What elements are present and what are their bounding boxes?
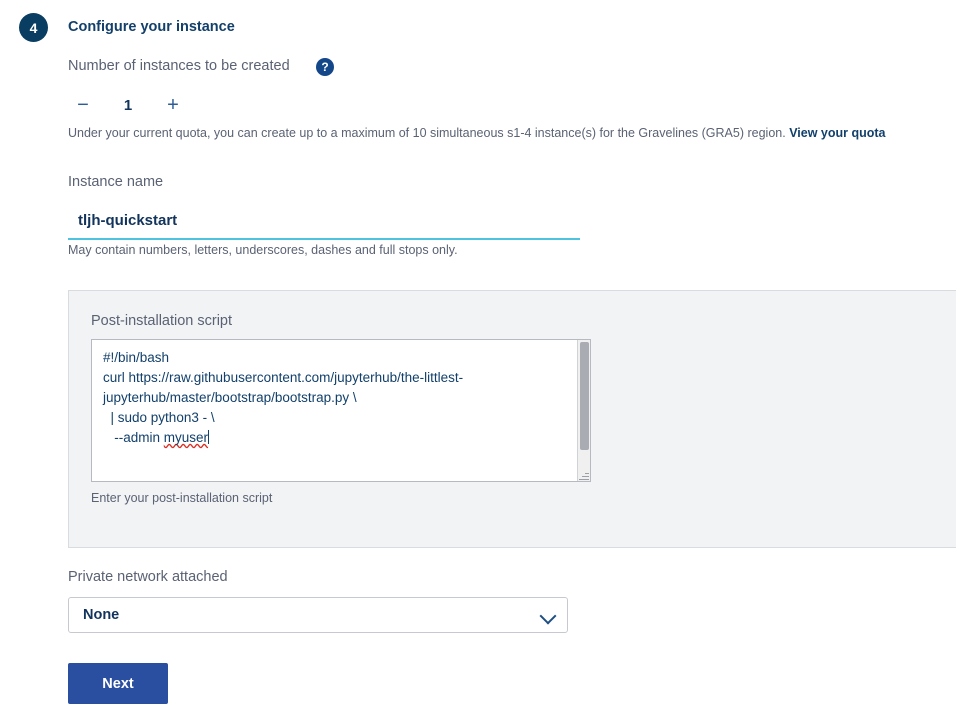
- script-line-2: curl https://raw.githubusercontent.com/jupyterhub/the-littlest-jupyterhub/master/bootstrap/bootstrap.py \: [103, 370, 464, 405]
- script-scrollbar[interactable]: [577, 340, 590, 481]
- decrement-instances-button[interactable]: −: [77, 94, 89, 116]
- quota-text: [68, 126, 886, 140]
- instance-name-hint: May contain numbers, letters, underscores, dashes and full stops only.: [68, 243, 458, 257]
- script-line-3: | sudo python3 - \: [103, 410, 215, 425]
- private-network-selected-value: None: [83, 607, 120, 623]
- page-title: Configure your instance: [68, 19, 235, 35]
- private-network-select[interactable]: [68, 597, 568, 633]
- next-button[interactable]: Next: [68, 663, 168, 704]
- view-quota-link[interactable]: View your quota: [789, 126, 886, 140]
- post-installation-script-panel: [68, 290, 956, 548]
- private-network-label: Private network attached: [68, 569, 228, 585]
- chevron-down-icon: [540, 608, 557, 625]
- instance-count-stepper[interactable]: [68, 92, 218, 118]
- instance-name-label: Instance name: [68, 174, 164, 190]
- script-line-1: #!/bin/bash: [103, 350, 170, 365]
- instance-name-input[interactable]: [68, 202, 580, 240]
- number-of-instances-label: Number of instances to be created: [68, 58, 290, 74]
- step-number-badge: 4: [19, 13, 48, 42]
- text-caret: [208, 430, 209, 444]
- post-installation-script-textarea[interactable]: [91, 339, 591, 482]
- increment-instances-button[interactable]: +: [167, 94, 179, 116]
- help-icon[interactable]: ?: [316, 58, 334, 76]
- script-content[interactable]: [103, 348, 572, 448]
- script-scrollbar-thumb[interactable]: [580, 342, 589, 450]
- post-installation-script-label: Post-installation script: [91, 313, 233, 329]
- script-line-4-misspelled-word: myuser: [163, 430, 209, 445]
- textarea-resize-handle[interactable]: [579, 470, 589, 480]
- quota-description: Under your current quota, you can create up to a maximum of 10 simultaneous s1-4 instance(s) for the Gravelines (GRA5) region.: [68, 126, 786, 140]
- post-installation-script-hint: Enter your post-installation script: [91, 491, 273, 505]
- script-line-4-prefix: --admin: [103, 430, 164, 445]
- instance-count-value[interactable]: 1: [123, 96, 133, 114]
